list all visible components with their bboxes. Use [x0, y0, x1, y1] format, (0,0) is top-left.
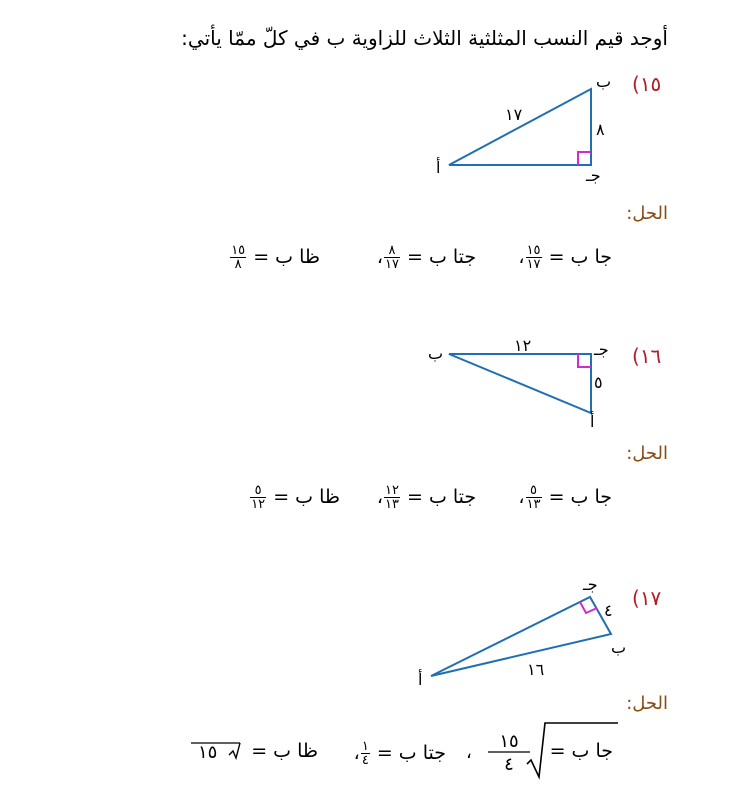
sin-label: جا ب = — [548, 486, 612, 508]
vertex-b-label: ب — [596, 72, 612, 91]
problem-number-15: (١٥ — [632, 72, 662, 96]
top-side-length: ١٢ — [514, 336, 532, 355]
problem-number-16: (١٦ — [632, 344, 662, 368]
sin-fraction: $\frac{٥}{١٣}$ — [526, 483, 541, 512]
problem-number-17: (١٧ — [632, 586, 662, 610]
cos-label: جتا ب = — [406, 486, 477, 508]
tan-label: ظا ب = — [251, 740, 318, 762]
vertex-a-label: أ — [418, 670, 423, 689]
solution-label: الحل: — [626, 693, 668, 714]
side-length: ٥ — [594, 373, 603, 392]
sin-label: جا ب = — [549, 740, 613, 762]
vertex-c-label: جـ — [583, 575, 598, 594]
hypotenuse-length: ١٧ — [505, 105, 523, 124]
cos-equation: جتا ب = $\frac{١}{٤}$ ، — [353, 739, 446, 768]
vertex-b-label: ب — [428, 344, 444, 363]
tan-value: ١٥ — [198, 742, 218, 763]
cos-label: جتا ب = — [376, 742, 446, 764]
side-length: ٨ — [596, 120, 605, 139]
vertex-c-label: جـ — [594, 340, 609, 359]
sin-fraction: $\frac{١٥}{١٧}$ — [526, 243, 541, 272]
vertex-b-label: ب — [611, 638, 627, 657]
cos-fraction: $\frac{٨}{١٧}$ — [384, 243, 399, 272]
vertex-a-label: أ — [590, 412, 595, 431]
cos-label: جتا ب = — [406, 246, 477, 268]
cos-fraction: $\frac{١}{٤}$ — [361, 739, 369, 768]
sin-cos-equations: جا ب = $\frac{١٥}{١٧}$ ، جتا ب = $\frac{٨}{١٧}$ ، — [376, 243, 612, 272]
hypotenuse-length: ١٦ — [527, 660, 545, 679]
sin-separator: ، — [466, 742, 472, 763]
sin-denominator: ٤ — [504, 754, 514, 775]
tan-label: ظا ب = — [253, 246, 320, 268]
tan-fraction: $\frac{١٥}{٨}$ — [231, 243, 246, 272]
tan-label: ظا ب = — [273, 486, 340, 508]
tan-fraction: $\frac{٥}{١٢}$ — [251, 483, 266, 512]
vertex-c-label: جـ — [586, 166, 601, 185]
sin-cos-equations: جا ب = $\frac{٥}{١٣}$ ، جتا ب = $\frac{١٢}{١٣}$ ، — [376, 483, 612, 512]
instruction-text: أوجد قيم النسب المثلثية الثلاث للزاوية ب في كلّ ممّا يأتي: — [181, 26, 668, 50]
side-length: ٤ — [604, 601, 613, 620]
sin-label: جا ب = — [548, 246, 612, 268]
cos-fraction: $\frac{١٢}{١٣}$ — [384, 483, 399, 512]
solution-label: الحل: — [626, 203, 668, 224]
sin-numerator: ١٥ — [499, 731, 519, 752]
solution-label: الحل: — [626, 443, 668, 464]
vertex-a-label: أ — [436, 158, 441, 177]
